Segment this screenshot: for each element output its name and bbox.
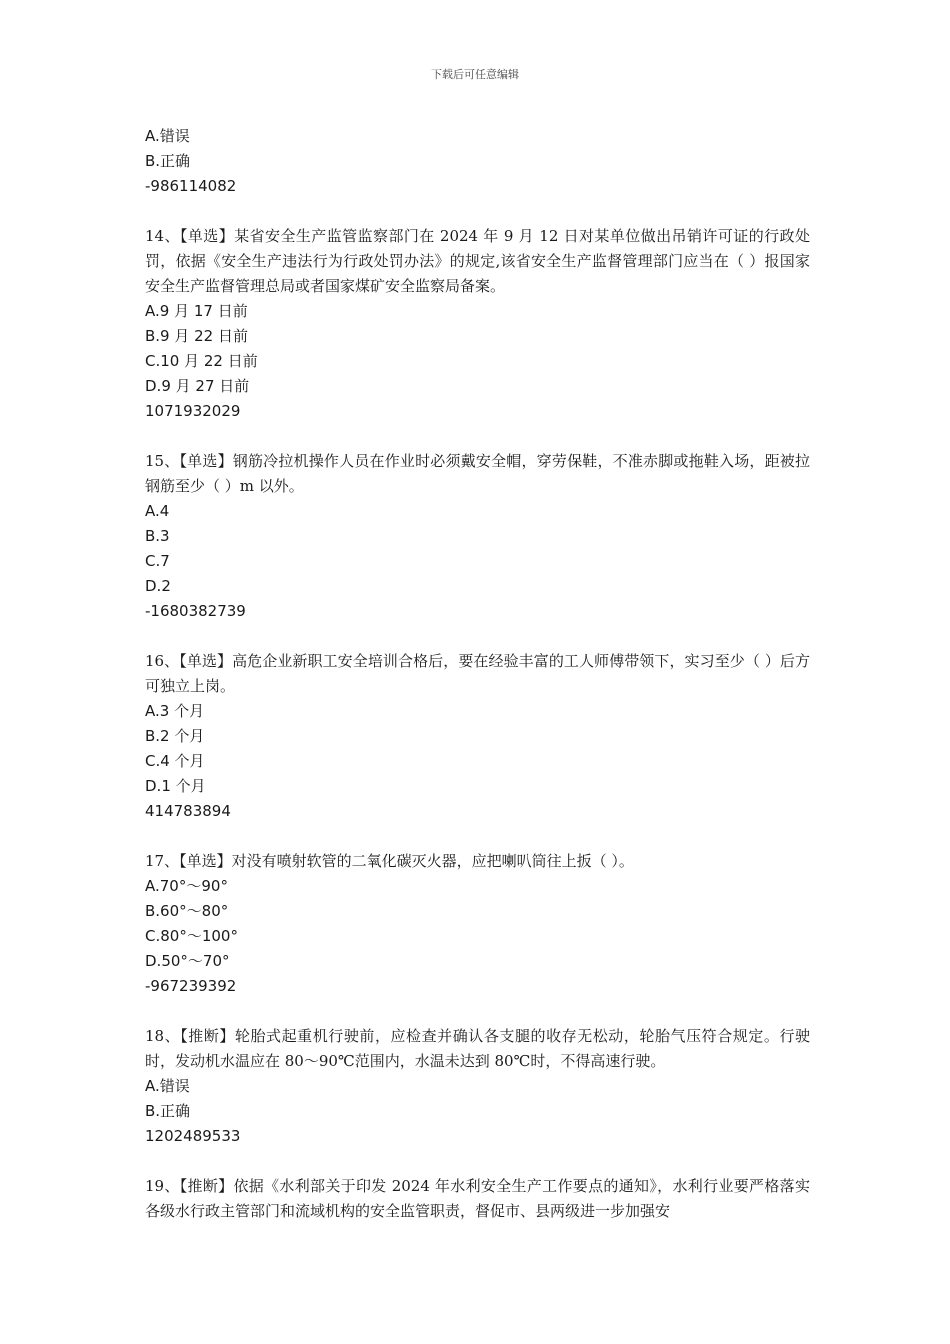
- page-header: 下载后可任意编辑: [431, 68, 519, 81]
- question-text: 16、【单选】高危企业新职工安全培训合格后，要在经验丰富的工人师傅带领下，实习至少（ ）后方可独立上岗。: [145, 652, 810, 695]
- option-b: B.9 月 22 日前: [145, 327, 248, 345]
- option-d: D.1 个月: [145, 777, 206, 795]
- option-c: C.10 月 22 日前: [145, 352, 258, 370]
- option-b: B.正确: [145, 1102, 191, 1120]
- option-d: D.9 月 27 日前: [145, 377, 250, 395]
- question-block-19: [145, 1174, 810, 1224]
- question-text: 17、【单选】对没有喷射软管的二氧化碳灭火器，应把喇叭筒往上扳（ ）。: [145, 852, 634, 870]
- question-text: 19、【推断】依据《水利部关于印发 2024 年水利安全生产工作要点的通知》，水利行业要严格落实各级水行政主管部门和流域机构的安全监管职责，督促市、县两级进一步加强安: [145, 1177, 810, 1220]
- option-b: B.60°～80°: [145, 902, 229, 920]
- question-block-15: [145, 449, 810, 624]
- question-text: 15、【单选】钢筋冷拉机操作人员在作业时必须戴安全帽，穿劳保鞋，不准赤脚或拖鞋入场，距被拉钢筋至少（ ）m 以外。: [145, 452, 810, 495]
- option-c: C.80°～100°: [145, 927, 238, 945]
- question-text: 18、【推断】轮胎式起重机行驶前，应检查并确认各支腿的收存无松动，轮胎气压符合规定。行驶时，发动机水温应在 80～90℃范围内，水温未达到 80℃时，不得高速行驶。: [145, 1027, 810, 1070]
- option-d: D.2: [145, 577, 171, 595]
- option-b: B.2 个月: [145, 727, 205, 745]
- option-a: A.4: [145, 502, 170, 520]
- question-code: 1202489533: [145, 1127, 241, 1145]
- option-b: B.正确: [145, 152, 191, 170]
- question-code: -967239392: [145, 977, 237, 995]
- question-code: -986114082: [145, 177, 237, 195]
- question-block-13: [145, 124, 810, 199]
- question-block-17: [145, 849, 810, 999]
- question-text: 14、【单选】某省安全生产监管监察部门在 2024 年 9 月 12 日对某单位做出吊销许可证的行政处罚，依据《安全生产违法行为行政处罚办法》的规定,该省安全生产监督管理部门应当在（ ）报国家安全生产监督管理总局或者国家煤矿安全监察局备案。: [145, 227, 810, 295]
- option-a: A.3 个月: [145, 702, 205, 720]
- document-body: [145, 124, 810, 1249]
- option-a: A.9 月 17 日前: [145, 302, 248, 320]
- question-block-18: [145, 1024, 810, 1149]
- option-a: A.错误: [145, 1077, 190, 1095]
- question-block-16: [145, 649, 810, 824]
- question-code: 1071932029: [145, 402, 241, 420]
- option-c: C.4 个月: [145, 752, 205, 770]
- question-code: -1680382739: [145, 602, 246, 620]
- question-code: 414783894: [145, 802, 231, 820]
- option-a: A.70°～90°: [145, 877, 228, 895]
- option-c: C.7: [145, 552, 170, 570]
- option-a: A.错误: [145, 127, 190, 145]
- question-block-14: [145, 224, 810, 424]
- option-b: B.3: [145, 527, 170, 545]
- option-d: D.50°～70°: [145, 952, 230, 970]
